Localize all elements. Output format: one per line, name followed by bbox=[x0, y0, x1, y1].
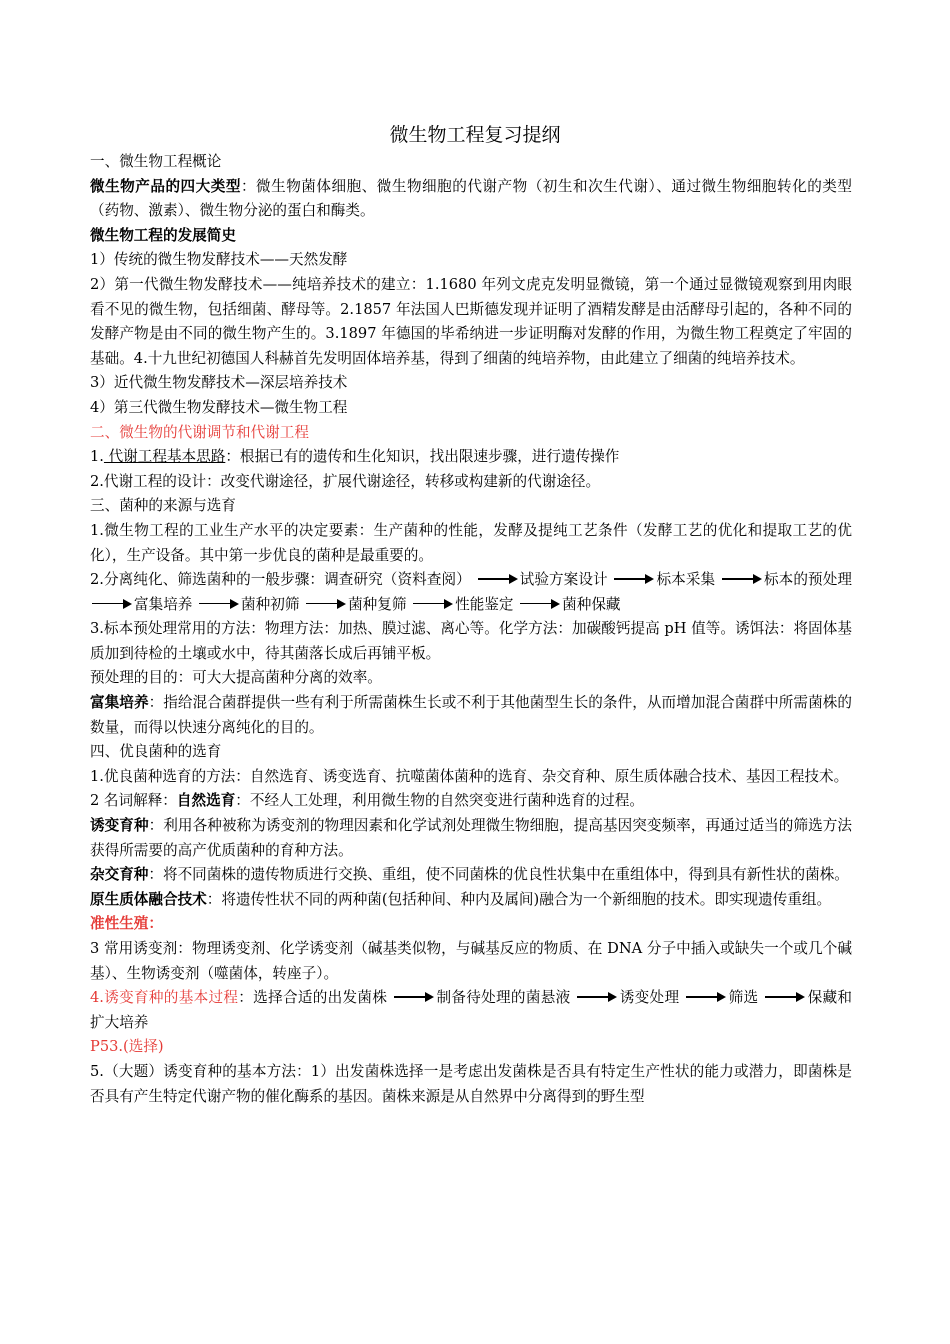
paragraph: 1.优良菌种选育的方法：自然选育、诱变选育、抗噬菌体菌种的选育、杂交育种、原生质体融合技术、基因工程技术。 bbox=[90, 767, 849, 785]
paragraph: 4）第三代微生物发酵技术—微生物工程 bbox=[90, 398, 348, 416]
paragraph bbox=[90, 445, 852, 470]
step: 菌种保藏 bbox=[562, 595, 621, 613]
term-heading: 准性生殖： bbox=[90, 915, 163, 933]
paragraph bbox=[90, 789, 852, 814]
section-heading-4: 四、优良菌种的选育 bbox=[90, 743, 222, 761]
step: 试验方案设计 bbox=[519, 571, 608, 589]
item-number: 1. bbox=[90, 448, 104, 466]
paragraph: 3 常用诱变剂：物理诱变剂、化学诱变剂（碱基类似物，与碱基反应的物质、在 DNA 分子中插入或缺失一个或几个碱基）、生物诱变剂（噬菌体，转座子）。 bbox=[90, 940, 852, 982]
steps-intro: ：选择合适的出发菌株 bbox=[238, 989, 388, 1007]
step: 菌种复筛 bbox=[348, 595, 407, 613]
arrow-icon bbox=[577, 990, 617, 1004]
subheading: 微生物工程的发展简史 bbox=[90, 226, 236, 244]
paragraph bbox=[90, 691, 852, 740]
document-body bbox=[90, 150, 852, 1109]
step: 性能鉴定 bbox=[455, 595, 514, 613]
paragraph: 预处理的目的：可大大提高菌种分离的效率。 bbox=[90, 669, 382, 687]
term-label: 富集培养 bbox=[90, 694, 149, 712]
paragraph bbox=[90, 888, 852, 913]
section-heading-2: 二、微生物的代谢调节和代谢工程 bbox=[90, 423, 309, 441]
paragraph: 3）近代微生物发酵技术—深层培养技术 bbox=[90, 374, 348, 392]
arrow-icon bbox=[765, 990, 805, 1004]
term-label: 微生物产品的四大类型 bbox=[90, 177, 241, 195]
arrow-icon bbox=[413, 597, 453, 611]
paragraph: 1.微生物工程的工业生产水平的决定要素：生产菌种的性能，发酵及提纯工艺条件（发酵工艺的优化和提取工艺的优化），生产设备。其中第一步优良的菌种是最重要的。 bbox=[90, 521, 852, 564]
paragraph-text: ：不经人工处理，利用微生物的自然突变进行菌种选育的过程。 bbox=[235, 792, 644, 810]
arrow-icon bbox=[92, 597, 132, 611]
arrow-icon bbox=[478, 572, 518, 586]
steps-intro: 2.分离纯化、筛选菌种的一般步骤：调查研究（资料查阅） bbox=[90, 571, 471, 589]
paragraph: 1）传统的微生物发酵技术——天然发酵 bbox=[90, 251, 348, 269]
paragraph bbox=[90, 175, 852, 224]
term-label: 代谢工程基本思路 bbox=[103, 448, 226, 466]
arrow-icon bbox=[686, 990, 726, 1004]
paragraph bbox=[90, 814, 852, 863]
paragraph-text: ：利用各种被称为诱变剂的物理因素和化学试剂处理微生物细胞，提高基因突变频率，再通过适当的筛选方法获得所需要的高产优质菌种的育种方法。 bbox=[90, 817, 852, 859]
term-label: 诱变育种 bbox=[90, 817, 149, 835]
arrow-icon bbox=[722, 572, 762, 586]
section-heading-1: 一、微生物工程概论 bbox=[90, 153, 222, 170]
paragraph-text: ：指给混合菌群提供一些有利于所需菌株生长或不利于其他菌型生长的条件，从而增加混合菌群中所需菌株的数量，而得以快速分离纯化的目的。 bbox=[90, 694, 852, 736]
section-heading-3: 三、菌种的来源与选育 bbox=[90, 497, 236, 515]
paragraph-steps bbox=[90, 986, 852, 1035]
paragraph-text: ：将遗传性状不同的两种菌(包括种间、种内及属间)融合为一个新细胞的技术。即实现遗传重组。 bbox=[206, 890, 832, 908]
arrow-icon bbox=[614, 572, 654, 586]
arrow-icon bbox=[394, 990, 434, 1004]
term-label: 原生质体融合技术 bbox=[90, 890, 207, 908]
arrow-icon bbox=[199, 597, 239, 611]
paragraph-text: ：微生物菌体细胞、微生物细胞的代谢产物（初生和次生代谢）、通过微生物细胞转化的类型（药物、激素）、微生物分泌的蛋白和酶类。 bbox=[90, 177, 852, 220]
paragraph-text: ：将不同菌株的遗传物质进行交换、重组，使不同菌株的优良性状集中在重组体中，得到具有新性状的菌株。 bbox=[148, 866, 849, 884]
step: 菌种初筛 bbox=[241, 595, 300, 613]
document-title: 微生物工程复习提纲 bbox=[389, 124, 561, 146]
paragraph-steps bbox=[90, 568, 852, 617]
paragraph: 5.（大题）诱变育种的基本方法：1）出发菌株选择一是考虑出发菌株是否具有特定生产性状的能力或潜力，即菌株是否具有产生特定代谢产物的催化酶系的基因。菌株来源是从自然界中分离得到的野生型 bbox=[90, 1062, 852, 1105]
paragraph-text: ：根据已有的遗传和生化知识，找出限速步骤，进行遗传操作 bbox=[225, 448, 620, 466]
step: 筛选 bbox=[728, 989, 759, 1007]
note: P53.(选择) bbox=[90, 1038, 164, 1056]
step: 制备待处理的菌悬液 bbox=[436, 989, 571, 1007]
paragraph: 3.标本预处理常用的方法：物理方法：加热、膜过滤、离心等。化学方法：加碳酸钙提高 pH 值等。诱饵法：将固体基质加到待检的土壤或水中，待其菌落长成后再铺平板。 bbox=[90, 620, 852, 662]
term-label: 自然选育 bbox=[176, 792, 236, 810]
paragraph: 2.代谢工程的设计：改变代谢途径，扩展代谢途径，转移或构建新的代谢途径。 bbox=[90, 472, 601, 490]
term-label: 杂交育种 bbox=[90, 866, 149, 884]
term-label: 诱变育种的基本过程 bbox=[103, 989, 239, 1007]
step: 保藏和扩大培养 bbox=[90, 989, 853, 1031]
step: 标本的预处理 bbox=[763, 571, 852, 589]
paragraph: 2）第一代微生物发酵技术——纯培养技术的建立：1.1680 年列文虎克发明显微镜，第一个通过显微镜观察到用肉眼看不见的微生物，包括细菌、酵母等。2.1857 年法国人巴斯德发现并证明了酒精发酵是由活酵母引起的，各种不同的发酵产物是由不同的微生物产生的。3.1897 年德国的毕希纳进一步证明酶对发酵的作用，为微生物工程奠定了牢固的基础。4.十九世纪初德国人科赫首先发明固体培养基，得到了细菌的纯培养物，由此建立了细菌的纯培养技术。 bbox=[90, 275, 852, 367]
step: 标本采集 bbox=[656, 571, 716, 589]
paragraph bbox=[90, 863, 852, 888]
step: 诱变处理 bbox=[619, 989, 680, 1007]
arrow-icon bbox=[520, 597, 560, 611]
step: 富集培养 bbox=[134, 595, 193, 613]
item-number: 4. bbox=[90, 989, 104, 1007]
item-prefix: 2 名词解释： bbox=[90, 792, 177, 810]
arrow-icon bbox=[306, 597, 346, 611]
